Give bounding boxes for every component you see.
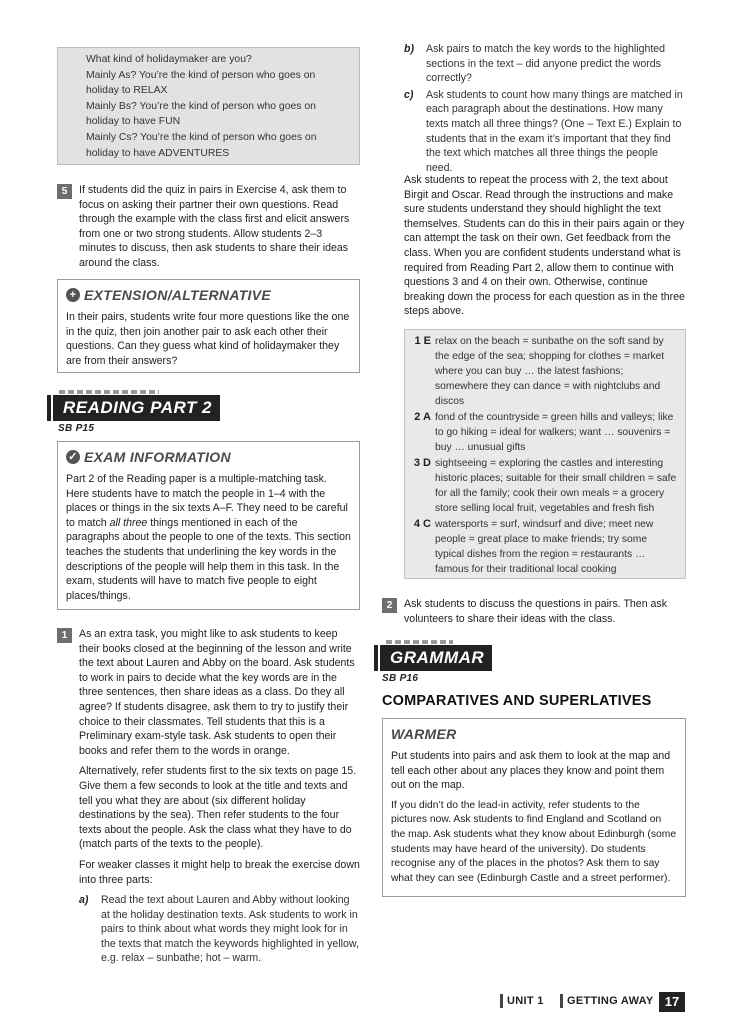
extension-box — [57, 279, 360, 373]
footer-marker — [500, 994, 503, 1008]
reading-banner-title: READING PART 2 — [63, 398, 213, 417]
exam-info-text: Part 2 of the Reading paper is a multiple-matching task. Here students have to match the people in 1–4 with the places or things in the six texts A–F. They need to be careful to match all three things mentioned in each of the paragraphs about the people to one of the texts. This section teaches the students that underlining the key words in the descriptions of the people will help them in this task. In the exam, students will have to match five people to eight places/things. — [66, 473, 351, 602]
reading-banner — [53, 395, 220, 421]
step-2 — [382, 597, 686, 632]
substep-letter: c) — [404, 88, 414, 101]
quiz-question: What kind of holidaymaker are you? — [86, 54, 252, 65]
page-number: 17 — [659, 992, 685, 1012]
extension-text: In their pairs, students write four more questions like the one in the quiz, then join another pair to ask each other their questions. Can they guess what kind of holidaymaker they are from their answers? — [66, 311, 350, 367]
answer-text: watersports = surf, windsurf and dive; meet new people = great place to make friends; try some typical dishes from the region = restaurants … famous for their traditional local cooking — [435, 519, 654, 575]
checkmark-icon: ✓ — [66, 450, 80, 464]
quiz-result-b: Mainly Bs? You’re the kind of person who goes on holiday to have FUN — [86, 100, 316, 128]
step-1-p2: Alternatively, refer students first to the six texts on page 15. Give them a few seconds to look at the title and texts and tell you what they are about (six different holiday destinations by the sea). Then refer students to the four texts about the people. Ask the class what they have to do (match parts of the texts to the people). — [79, 765, 357, 851]
warmer-p1: Put students into pairs and ask them to look at the map and tell each other about any places they know and point them out on the map. — [391, 750, 671, 792]
answer-item — [411, 410, 679, 455]
extension-title: EXTENSION/ALTERNATIVE — [84, 287, 272, 303]
step-number: 5 — [57, 184, 72, 199]
answer-key: 3 D — [413, 457, 431, 469]
plus-icon: + — [66, 288, 80, 302]
repeat-instructions: Ask students to repeat the process with 2, the text about Birgit and Oscar. Read through the instructions and make sure students understand they should highlight the text themselves. Students can do this in their pairs again or they can attempt the task on their own. Get feedback from the class. When you are confident students understand what is required from Reading Part 2, allow them to continue with questions 3 and 4 on their own. Otherwise, continue breaking down the process for each question as in the three steps above. — [404, 174, 685, 318]
footer-title: GETTING AWAY — [560, 994, 654, 1009]
extension-heading — [66, 286, 351, 304]
footer-unit: UNIT 1 — [500, 994, 544, 1009]
answer-item — [411, 334, 679, 409]
exam-info-box — [57, 441, 360, 610]
step-2-text: Ask students to discuss the questions in pairs. Then ask volunteers to share their ideas with the class. — [404, 598, 668, 625]
answer-key-box — [404, 329, 686, 579]
substep-c — [404, 88, 686, 176]
substeps-bc — [404, 42, 686, 177]
exam-info-heading — [66, 448, 351, 466]
footer-marker — [560, 994, 563, 1008]
answer-item — [411, 456, 679, 516]
step-number: 1 — [57, 628, 72, 643]
quiz-results-box — [57, 47, 360, 165]
reading-sb-ref: SB P15 — [58, 423, 95, 434]
quiz-result-a: Mainly As? You’re the kind of person who goes on holiday to RELAX — [86, 69, 316, 97]
exam-info-title: EXAM INFORMATION — [84, 449, 231, 465]
answer-item — [411, 517, 679, 577]
warmer-p2: If you didn’t do the lead-in activity, refer students to the pictures now. Ask students to find England and Scotland on the map. Ask students what they know about Edinburgh (some students may have heard of the university). Do students recognise any of the places in the photos? Ask them to say what they can see (Edinburgh Castle and a street performer). — [391, 799, 677, 884]
step-1 — [57, 627, 360, 968]
step-number: 2 — [382, 598, 397, 613]
warmer-heading: WARMER — [391, 726, 457, 742]
step-5-text: If students did the quiz in pairs in Exercise 4, ask them to focus on asking their partner their own questions. Read through the example with the class first and elicit answers from one or two strong students. Allow students 2–3 minutes to discuss, then ask students to share their ideas around the class. — [79, 184, 350, 269]
substep-letter: a) — [79, 894, 89, 907]
answer-key: 2 A — [414, 411, 431, 423]
warmer-box — [382, 718, 686, 897]
substep-b-text: Ask pairs to match the key words to the highlighted sections in the text – did anyone predict the words correctly? — [426, 43, 666, 85]
quiz-result-c: Mainly Cs? You’re the kind of person who goes on holiday to have ADVENTURES — [86, 131, 317, 159]
substep-c-text: Ask students to count how many things are matched in each paragraph about the destinations. How many texts match all three things? (One – Text E.) Explain to students that in the exam it’s important that they find the text which matches all three things the people need. — [426, 88, 683, 174]
answer-text: relax on the beach = sunbathe on the soft sand by the edge of the sea; shopping for clothes = market where you can buy … the latest fashions; somewhere they can dance = with nightclubs and discos — [435, 336, 665, 407]
step-1-p3: For weaker classes it might help to break the exercise down into three parts: — [79, 858, 360, 886]
grammar-banner — [380, 645, 492, 671]
substep-b — [404, 42, 686, 86]
step-5 — [57, 183, 360, 277]
answer-text: fond of the countryside = green hills and valleys; like to go hiking = ideal for walkers; want … souvenirs = buy … unusual gifts — [435, 412, 674, 453]
grammar-sb-ref: SB P16 — [382, 673, 419, 684]
section-heading: COMPARATIVES AND SUPERLATIVES — [382, 693, 652, 709]
answer-text: sightseeing = exploring the castles and interesting historic places; suitable for their small children = safe for all the family; cook their own meals = a grocery store selling local fruit, vegetables and fresh fish — [435, 458, 677, 514]
answer-key: 4 C — [413, 518, 431, 530]
substep-letter: b) — [404, 43, 414, 55]
answer-key: 1 E — [414, 335, 431, 347]
step-1-p1: As an extra task, you might like to ask students to keep their books closed at the beginning of the lesson and write the text about Lauren and Abby on the board. Ask students to work in pairs to decide what the key words are in the three sentences, then share ideas as a class. Do they all agree? If students disagree, ask them to try to justify their choice to their classmates. Tell students that this is a Preliminary exam-style task. Ask students to open their books and refer them to the words in orange. — [79, 628, 355, 757]
substep-a-text: Read the text about Lauren and Abby without looking at the holiday destination texts. Ask students to work in pairs to think about what words they might look for in the texts that match the keywords highlighted in yellow, e.g. relax – sunbathe; hot – warm. — [101, 894, 359, 965]
grammar-banner-title: GRAMMAR — [390, 648, 485, 667]
substep-a — [79, 893, 360, 966]
